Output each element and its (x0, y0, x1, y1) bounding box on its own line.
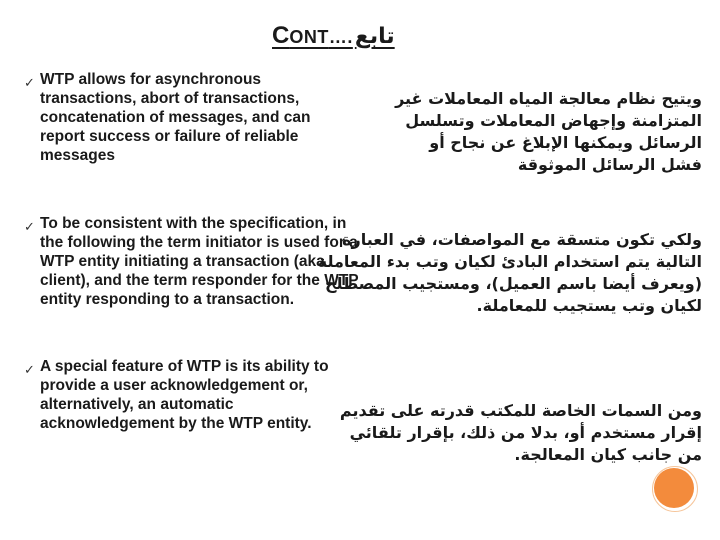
arabic-paragraph-1 (395, 88, 702, 176)
title-arabic: تابع (354, 23, 395, 48)
title-dots: …. (328, 27, 353, 47)
arabic-line: فشل الرسائل الموثوقة (517, 155, 702, 174)
title-rest: ONT (289, 27, 329, 47)
slide-title (272, 22, 395, 50)
arabic-line: ويتيح نظام معالجة المياه المعاملات غير (395, 89, 702, 108)
checkmark-icon: ✓ (24, 219, 35, 234)
checkmark-icon: ✓ (24, 75, 35, 90)
arabic-line: ومن السمات الخاصة للمكتب قدرته على تقديم (339, 401, 702, 420)
arabic-paragraph-3 (340, 400, 702, 466)
english-paragraph-3: A special feature of WTP is its ability to provide a user acknowledgement or, alternatively, an automatic acknowledgement by the WTP entity. (40, 358, 329, 432)
title-cap: C (272, 22, 290, 49)
decorative-circle (654, 468, 694, 508)
arabic-line: ولكي تكون متسقة مع المواصفات، في العبارة (342, 230, 702, 249)
english-paragraph-2: To be consistent with the specification, in the following the term initiator is used for a WTP entity initiating a transaction (aka client), and the term responder for the WTP entity responding to a transaction. (40, 215, 359, 308)
arabic-line: إقرار مستخدم أو، بدلا من ذلك، بإقرار تلقائي (349, 423, 702, 442)
arabic-line: من جانب كيان المعالجة. (514, 445, 702, 464)
arabic-line: لكيان وتب يستجيب للمعاملة. (476, 296, 702, 315)
arabic-paragraph-2 (318, 229, 702, 317)
checkmark-icon: ✓ (24, 362, 35, 377)
arabic-line: التالية يتم استخدام البادئ لكيان وتب بدء المعاملة (317, 252, 702, 271)
english-paragraph-1: WTP allows for asynchronous transactions, abort of transactions, concatenation of messages, and can report success or failure of reliable messages (40, 71, 311, 164)
arabic-line: المتزامنة وإجهاض المعاملات وتسلسل (405, 111, 702, 130)
arabic-line: الرسائل ويمكنها الإبلاغ عن نجاح أو (429, 133, 702, 152)
arabic-line: (ويعرف أيضا باسم العميل)، ومستجيب المصطلح (325, 274, 702, 293)
